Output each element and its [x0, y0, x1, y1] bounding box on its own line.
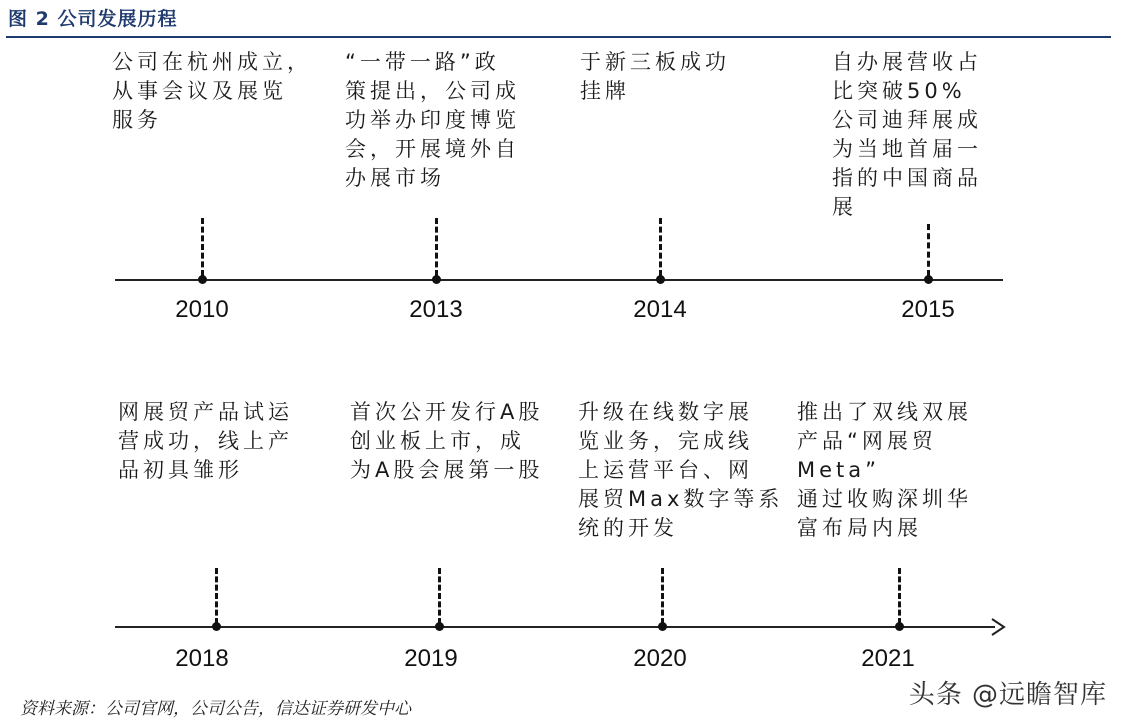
event-2013-marker	[432, 275, 441, 284]
event-2018-marker	[212, 622, 221, 631]
event-2018-tick	[215, 568, 218, 624]
figure-title: 图 2 公司发展历程	[8, 8, 178, 30]
source-note: 资料来源：公司官网，公司公告，信达证券研发中心	[20, 699, 411, 719]
event-2021-tick	[898, 568, 901, 624]
event-2013-year: 2013	[409, 296, 463, 323]
event-2015-text: 自办展营收占 比突破50% 公司迪拜展成 为当地首届一 指的中国商品 展	[832, 50, 982, 219]
event-2014-year: 2014	[633, 296, 687, 323]
event-2015-tick	[927, 224, 930, 276]
event-2010-tick	[201, 218, 204, 276]
event-2013-text: “一带一路”政 策提出，公司成 功举办印度博览 会，开展境外自 办展市场	[345, 50, 520, 190]
event-2013-tick	[435, 218, 438, 276]
event-2021-text: 推出了双线双展 产品“网展贸 Meta” 通过收购深圳华 富布局内展	[797, 400, 972, 540]
event-2010-year: 2010	[175, 296, 229, 323]
top-timeline-axis	[115, 279, 1003, 281]
bottom-timeline-axis	[115, 626, 995, 628]
event-2020-marker	[658, 622, 667, 631]
event-2019-marker	[435, 622, 444, 631]
event-2014-marker	[656, 275, 665, 284]
event-2019-text: 首次公开发行A股 创业板上市，成 为A股会展第一股	[350, 400, 544, 482]
event-2018-text: 网展贸产品试运 营成功，线上产 品初具雏形	[118, 400, 293, 482]
watermark: 头条 @远瞻智库	[903, 672, 1113, 713]
event-2014-tick	[659, 218, 662, 276]
event-2015-marker	[924, 275, 933, 284]
event-2019-year: 2019	[404, 645, 458, 672]
axis-arrow-icon	[990, 617, 1006, 637]
event-2015-year: 2015	[901, 296, 955, 323]
event-2010-marker	[198, 275, 207, 284]
event-2010-text: 公司在杭州成立， 从事会议及展览 服务	[112, 50, 312, 132]
event-2018-year: 2018	[175, 645, 229, 672]
event-2021-year: 2021	[861, 645, 915, 672]
event-2020-tick	[661, 568, 664, 624]
event-2021-marker	[895, 622, 904, 631]
event-2020-text: 升级在线数字展 览业务，完成线 上运营平台、网 展贸Max数字等系 统的开发	[578, 400, 784, 540]
event-2014-text: 于新三板成功 挂牌	[580, 50, 730, 103]
event-2020-year: 2020	[633, 645, 687, 672]
title-divider	[6, 36, 1111, 38]
event-2019-tick	[438, 568, 441, 624]
